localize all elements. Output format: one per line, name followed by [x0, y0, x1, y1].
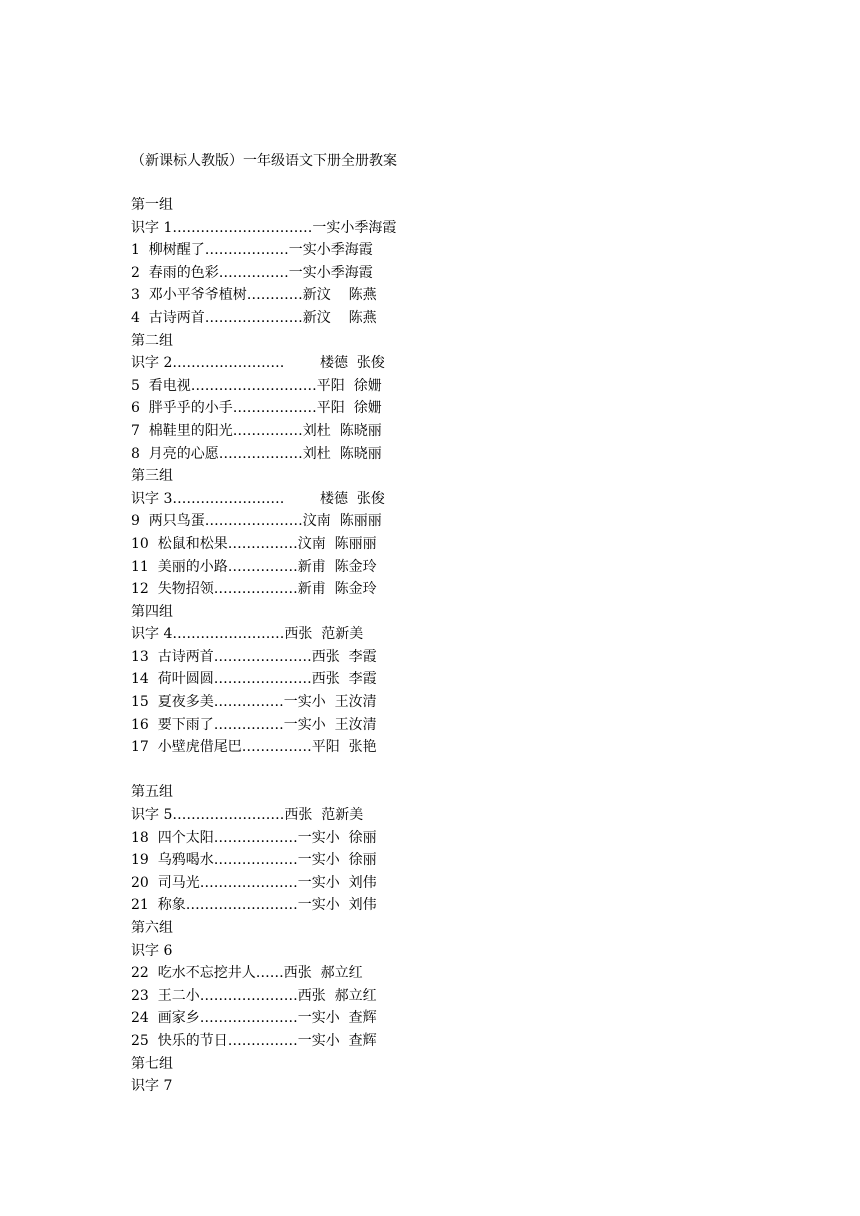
- table-of-contents: [131, 194, 731, 1098]
- toc-entry: 识字 2…………………… 楼德 张俊: [131, 355, 385, 372]
- toc-entry: 24 画家乡…………………一实小 查辉: [131, 1010, 377, 1027]
- toc-entry: 21 称象……………………一实小 刘伟: [131, 897, 377, 914]
- toc-entry: 6 胖乎乎的小手………………平阳 徐姗: [131, 400, 382, 417]
- toc-entry: 17 小壁虎借尾巴……………平阳 张艳: [131, 739, 377, 756]
- toc-entry: 7 棉鞋里的阳光……………刘杜 陈晓丽: [131, 422, 382, 439]
- group-heading: 第三组: [131, 468, 173, 485]
- toc-entry: 19 乌鸦喝水………………一实小 徐丽: [131, 852, 377, 869]
- toc-entry: 4 古诗两首…………………新汶 陈燕: [131, 309, 377, 326]
- group-heading: 第一组: [131, 197, 173, 213]
- toc-entry: 25 快乐的节日……………一实小 查辉: [131, 1032, 377, 1049]
- toc-entry: 23 王二小…………………西张 郝立红: [131, 987, 377, 1004]
- blank-line: [131, 759, 731, 782]
- toc-entry: 8 月亮的心愿………………刘杜 陈晓丽: [131, 445, 382, 462]
- group-heading: 第七组: [131, 1055, 173, 1072]
- toc-entry: 16 要下雨了……………一实小 王汝清: [131, 716, 377, 733]
- toc-entry: 12 失物招领………………新甫 陈金玲: [131, 581, 377, 598]
- document-title: （新课标人教版）一年级语文下册全册教案: [131, 153, 397, 169]
- toc-entry: 5 看电视………………………平阳 徐姗: [131, 377, 382, 394]
- toc-entry: 3 邓小平爷爷植树…………新汶 陈燕: [131, 287, 377, 304]
- toc-entry: 22 吃水不忘挖井人……西张 郝立红: [131, 965, 363, 982]
- toc-entry: 识字 7: [131, 1078, 173, 1095]
- toc-entry: 识字 4……………………西张 范新美: [131, 626, 364, 643]
- toc-entry: 20 司马光…………………一实小 刘伟: [131, 874, 377, 891]
- toc-entry: 2 春雨的色彩……………一实小季海霞: [131, 264, 373, 281]
- toc-entry: 9 两只鸟蛋…………………汶南 陈丽丽: [131, 513, 382, 530]
- toc-entry: 识字 1…………………………一实小季海霞: [131, 219, 397, 236]
- toc-entry: 14 荷叶圆圆…………………西张 李霞: [131, 671, 377, 688]
- toc-entry: 11 美丽的小路……………新甫 陈金玲: [131, 558, 377, 575]
- group-heading: 第二组: [131, 332, 173, 349]
- toc-entry: 13 古诗两首…………………西张 李霞: [131, 648, 377, 665]
- toc-entry: 15 夏夜多美……………一实小 王汝清: [131, 694, 377, 711]
- toc-entry: 18 四个太阳………………一实小 徐丽: [131, 829, 377, 846]
- toc-entry: 10 松鼠和松果……………汶南 陈丽丽: [131, 535, 377, 552]
- toc-entry: 识字 5……………………西张 范新美: [131, 807, 364, 824]
- group-heading: 第四组: [131, 603, 173, 620]
- group-heading: 第六组: [131, 920, 173, 936]
- toc-entry: 识字 6: [131, 942, 173, 959]
- group-heading: 第五组: [131, 784, 173, 801]
- toc-entry: 识字 3…………………… 楼德 张俊: [131, 490, 385, 507]
- toc-entry: 1 柳树醒了………………一实小季海霞: [131, 242, 373, 259]
